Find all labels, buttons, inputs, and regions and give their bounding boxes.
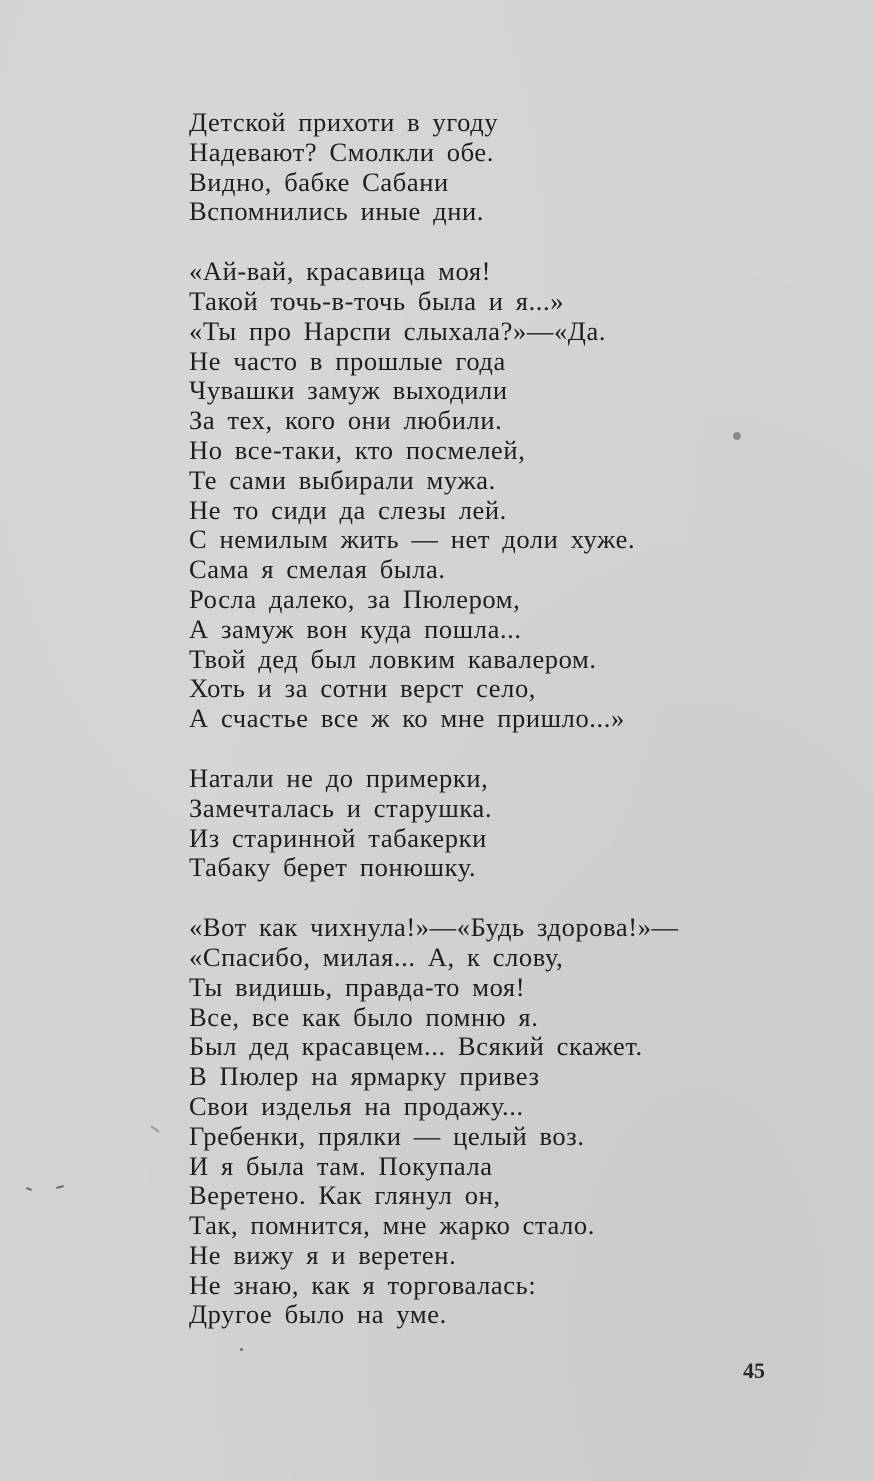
poem-line: Твой дед был ловким кавалером. xyxy=(189,643,597,674)
poem-line: Хоть и за сотни верст село, xyxy=(189,673,537,704)
scan-speck xyxy=(56,1185,64,1189)
poem-line: Другое было на уме. xyxy=(189,1299,447,1330)
poem-line: Не то сиди да слезы лей. xyxy=(189,494,507,525)
poem-line: Веретено. Как глянул он, xyxy=(189,1180,501,1211)
poem-line: Сама я смелая была. xyxy=(189,554,446,585)
stanza-4 xyxy=(189,913,789,1330)
poem-line: Натали не до примерки, xyxy=(189,762,489,793)
poem-line: «Ай-вай, красавица моя! xyxy=(189,256,492,287)
page-number: 45 xyxy=(743,1358,765,1383)
poem-line: За тех, кого они любили. xyxy=(189,405,503,436)
poem-line: «Спасибо, милая... А, к слову, xyxy=(189,941,564,972)
poem-line: А счастье все ж ко мне пришло...» xyxy=(189,703,625,734)
stanza-3 xyxy=(189,764,789,883)
scan-speck xyxy=(26,1187,32,1191)
poem-line: Росла далеко, за Пюлером, xyxy=(189,583,521,614)
poem-line: Свои изделья на продажу... xyxy=(189,1090,524,1121)
poem-line: Не знаю, как я торговалась: xyxy=(189,1269,537,1300)
poem-line: Все, все как было помню я. xyxy=(189,1001,539,1032)
poem-line: Но все-таки, кто посмелей, xyxy=(189,434,526,465)
poem-text xyxy=(189,108,789,1360)
poem-line: «Вот как чихнула!»—«Будь здорова!»— xyxy=(189,912,679,943)
poem-line: В Пюлер на ярмарку привез xyxy=(189,1061,540,1092)
poem-line: Те сами выбирали мужа. xyxy=(189,464,496,495)
poem-line: Из старинной табакерки xyxy=(189,822,487,853)
scan-speck xyxy=(150,1125,159,1132)
poem-line: Вспомнились иные дни. xyxy=(189,196,485,227)
poem-line: С немилым жить — нет доли хуже. xyxy=(189,524,636,555)
poem-line: Не вижу я и веретен. xyxy=(189,1239,457,1270)
poem-line: Такой точь-в-точь была и я...» xyxy=(189,285,565,316)
stanza-1 xyxy=(189,108,789,227)
poem-line: Табаку берет понюшку. xyxy=(189,852,477,883)
poem-line: Был дед красавцем... Всякий скажет. xyxy=(189,1031,643,1062)
poem-line: Не часто в прошлые года xyxy=(189,345,506,376)
poem-line: И я была там. Покупала xyxy=(189,1150,493,1181)
scan-speck xyxy=(733,432,741,440)
stanza-2 xyxy=(189,257,789,734)
poem-line: Так, помнится, мне жарко стало. xyxy=(189,1210,596,1241)
poem-line: А замуж вон куда пошла... xyxy=(189,613,522,644)
poem-line: Ты видишь, правда-то моя! xyxy=(189,971,526,1002)
poem-line: «Ты про Нарспи слыхала?»—«Да. xyxy=(189,315,607,346)
scan-speck xyxy=(240,1348,243,1351)
poem-line: Гребенки, прялки — целый воз. xyxy=(189,1120,585,1151)
poem-line: Детской прихоти в угоду xyxy=(189,107,499,137)
poem-line: Чувашки замуж выходили xyxy=(189,375,508,406)
poem-line: Замечталась и старушка. xyxy=(189,792,493,823)
poem-line: Видно, бабке Сабани xyxy=(189,166,449,197)
poem-line: Надевают? Смолкли обе. xyxy=(189,136,494,167)
